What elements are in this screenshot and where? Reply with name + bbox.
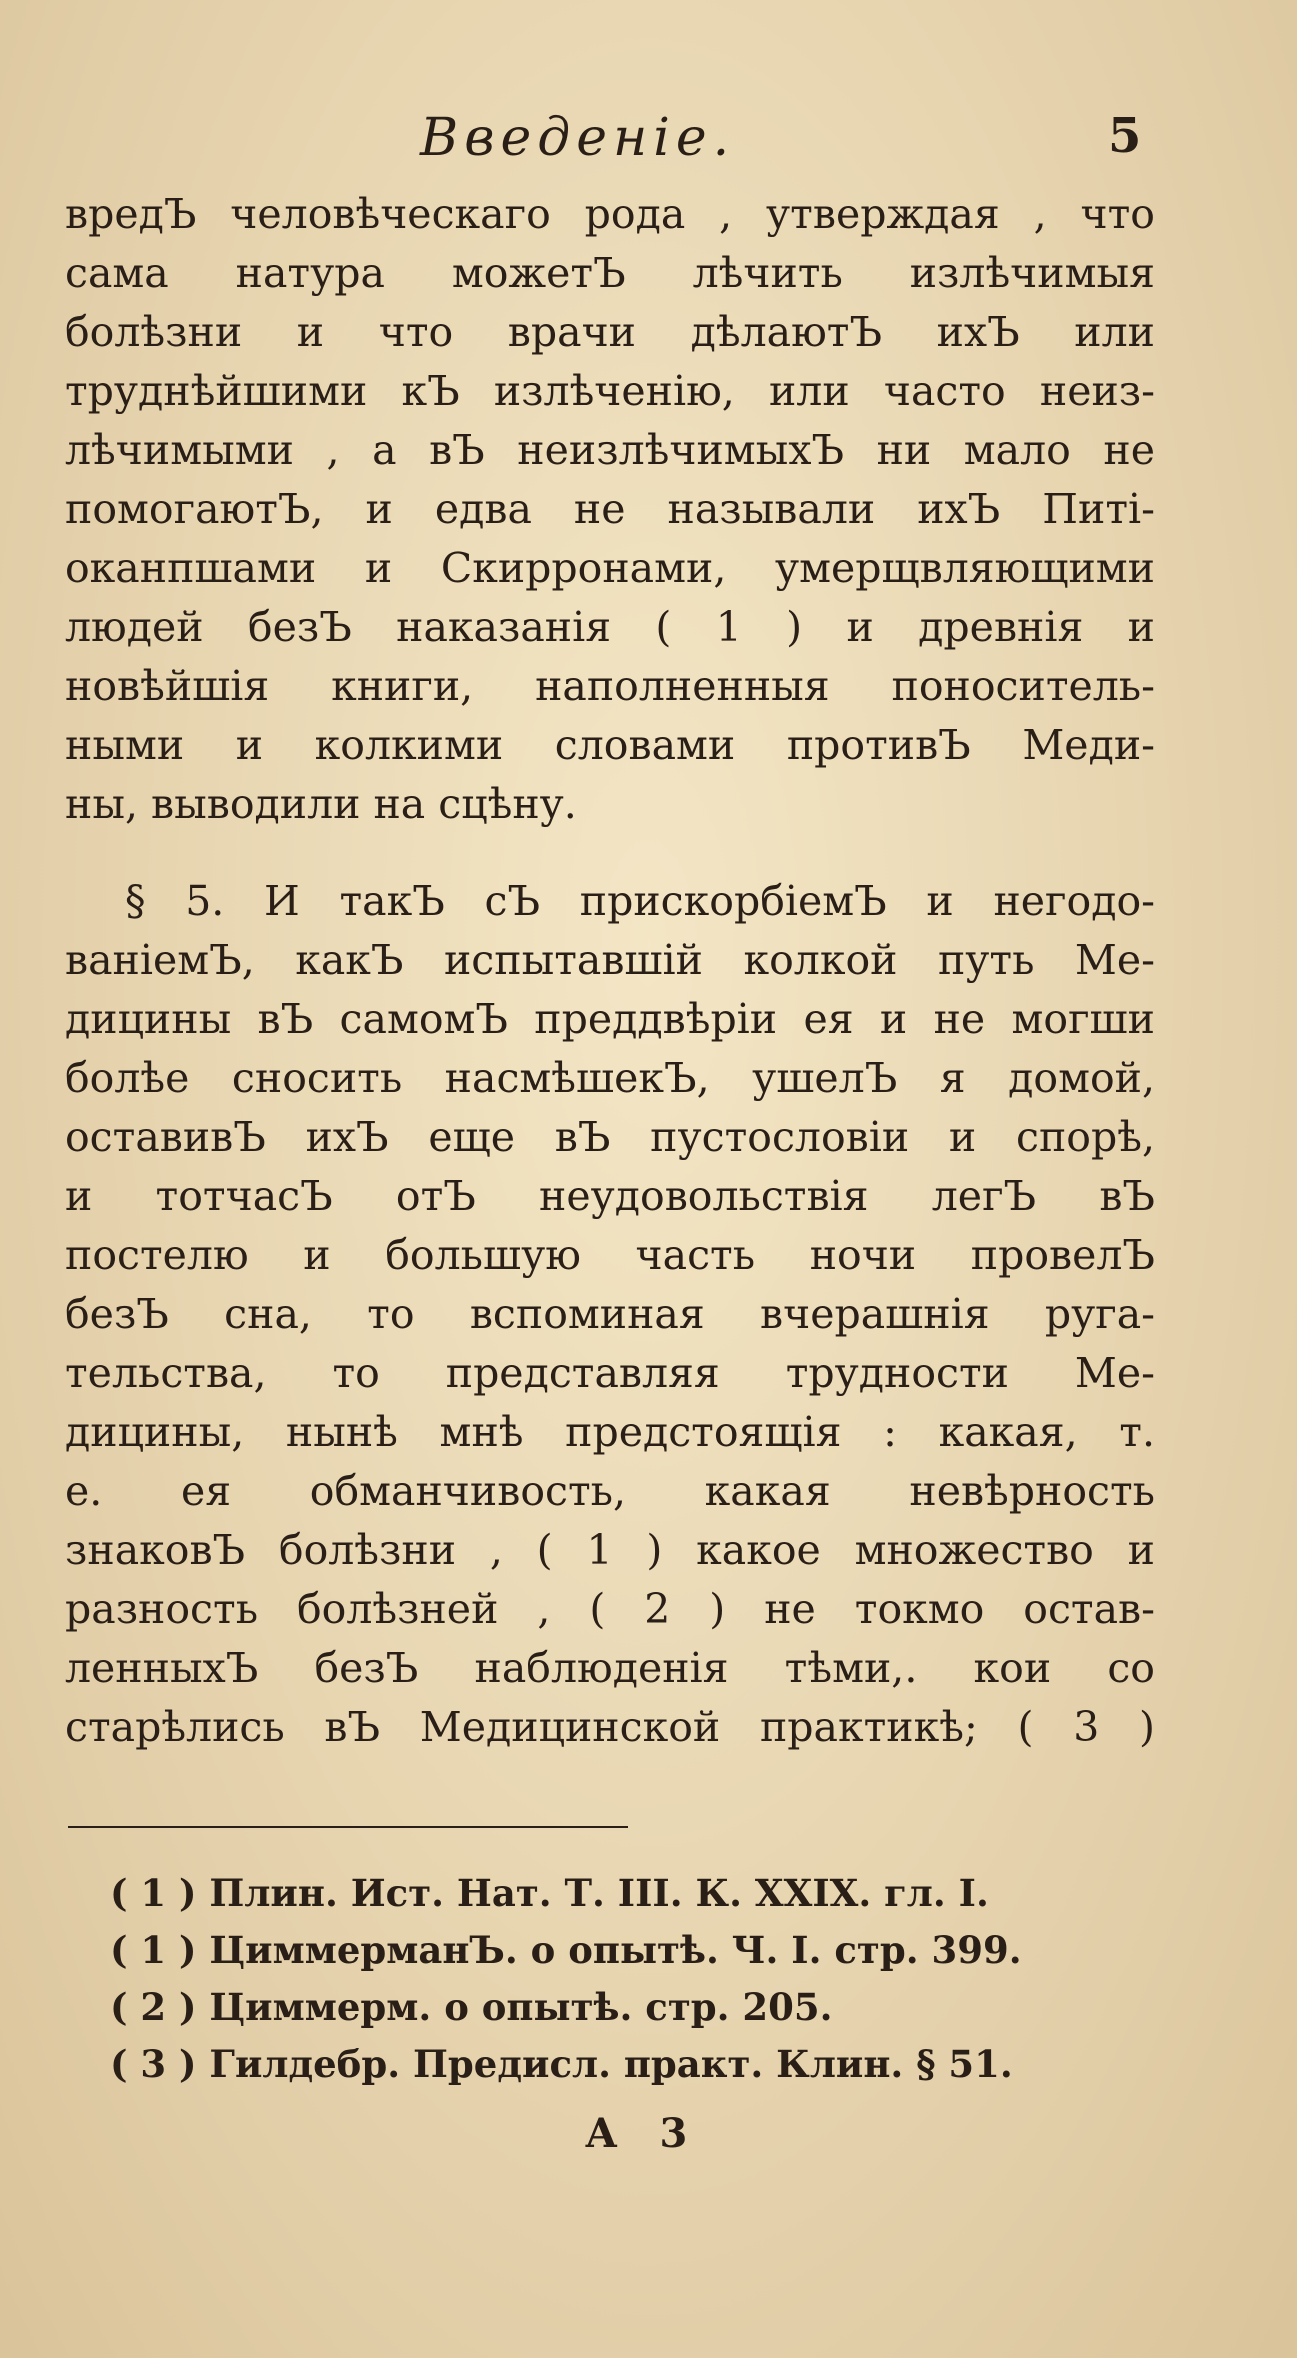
text-line: болѣе сносить насмѣшекЪ, ушелЪ я домой, [65,1054,1155,1102]
running-head [0,108,1297,178]
text-line: ны, выводили на сцѣну. [65,780,577,828]
text-line: старѣлись вЪ Медицинской практикѣ; ( 3 ) [65,1703,1155,1751]
text-line: дицины вЪ самомЪ преддвѣріи ея и не могши [65,995,1155,1043]
footnote: ( 1 ) Плин. Ист. Нат. Т. III. К. XXIX. гл. I. [110,1871,989,1915]
text-line: ленныхЪ безЪ наблюденія тѣми,. кои со [65,1644,1155,1692]
footnote: ( 3 ) Гилдебр. Предисл. практ. Клин. § 51. [110,2042,1013,2086]
text-line: помогаютЪ, и едва не называли ихЪ Питі- [65,485,1155,533]
text-line: безЪ сна, то вспоминая вчерашнія руга- [65,1290,1155,1338]
text-line: разность болѣзней , ( 2 ) не токмо остав- [65,1585,1155,1633]
footnotes [110,1865,1160,2093]
footnote: ( 2 ) Циммерм. о опытѣ. стр. 205. [110,1985,833,2029]
text-line: е. ея обманчивость, какая невѣрность [65,1467,1155,1515]
running-title: Введеніе. [420,108,736,168]
text-line: оканпшами и Скирронами, умерщвляющими [65,544,1155,592]
paragraph-section-5 [65,872,1155,1757]
page-number: 5 [1108,108,1142,164]
text-line: труднѣйшими кЪ излѣченію, или часто неиз- [65,367,1155,415]
text-line: оставивЪ ихЪ еще вЪ пустословіи и спорѣ, [65,1113,1155,1161]
text-line: ными и колкими словами противЪ Меди- [65,721,1155,769]
paragraph-continuation [65,185,1155,834]
text-line: сама натура можетЪ лѣчить излѣчимыя [65,249,1155,297]
footnote-divider [68,1826,628,1828]
text-line: новѣйшія книги, наполненныя поноситель- [65,662,1155,710]
text-line: знаковЪ болѣзни , ( 1 ) какое множество и [65,1526,1155,1574]
text-line: людей безЪ наказанія ( 1 ) и древнія и [65,603,1155,651]
text-line: дицины, нынѣ мнѣ предстоящія : какая, т. [65,1408,1155,1456]
text-line: постелю и большую часть ночи провелЪ [65,1231,1155,1279]
text-line: и тотчасЪ отЪ неудовольствія легЪ вЪ [65,1172,1155,1220]
text-line: ваніемЪ, какЪ испытавшій колкой путь Ме- [65,936,1155,984]
text-line: болѣзни и что врачи дѣлаютЪ ихЪ или [65,308,1155,356]
text-line: вредЪ человѣческаго рода , утверждая , что [65,190,1155,238]
footnote: ( 1 ) ЦиммерманЪ. о опытѣ. Ч. I. стр. 399. [110,1928,1022,1972]
text-line: лѣчимыми , а вЪ неизлѣчимыхЪ ни мало не [65,426,1155,474]
text-line: § 5. И такЪ сЪ прискорбіемЪ и негодо- [125,877,1155,925]
text-line: тельства, то представляя трудности Ме- [65,1349,1155,1397]
signature-mark: А 3 [585,2110,702,2157]
